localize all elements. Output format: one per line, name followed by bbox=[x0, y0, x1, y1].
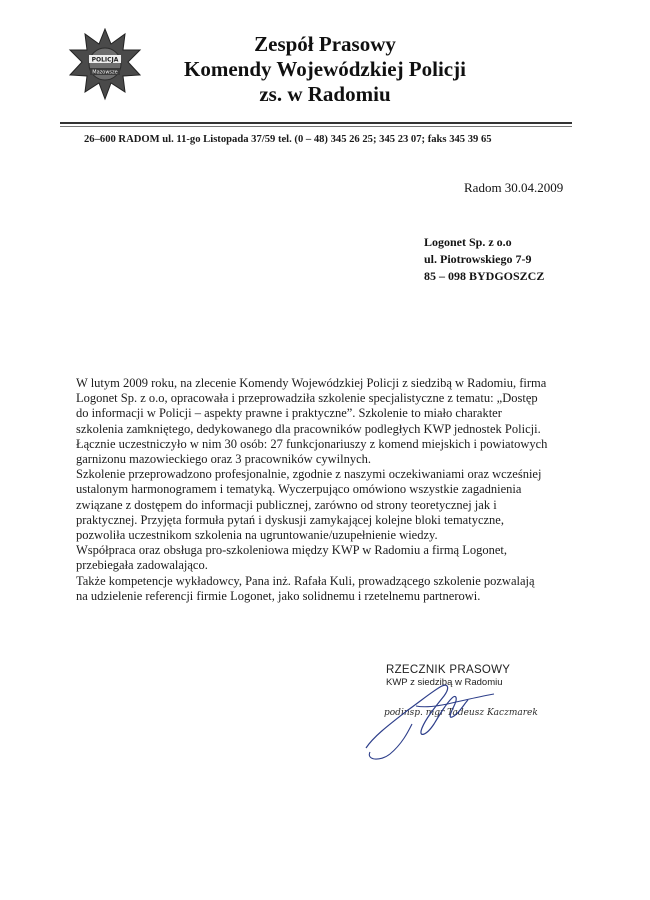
recipient-address bbox=[424, 234, 544, 285]
organization-title bbox=[140, 32, 510, 107]
body-line: przebiegała zadowalająco. bbox=[76, 558, 208, 573]
org-title-line-2: Komendy Wojewódzkiej Policji bbox=[184, 57, 466, 81]
recipient-city: 85 – 098 BYDGOSZCZ bbox=[424, 269, 545, 283]
handwritten-signature bbox=[356, 666, 566, 766]
body-line: Łącznie uczestniczyło w nim 30 osób: 27 funkcjonariuszy z komend miejskich i powiatowych bbox=[76, 436, 548, 451]
body-line: pozwoliła uczestnikom szkolenia na ugruntowanie/uzupełnienie wiedzy. bbox=[76, 528, 438, 543]
body-line: szkolenia zamkniętego, dedykowanego dla pracowników podległych KWP jednostek Policji. bbox=[76, 421, 541, 436]
letter-body bbox=[76, 376, 556, 604]
stamp-subtitle: KWP z siedzibą w Radomiu bbox=[386, 677, 503, 688]
body-line: Szkolenie przeprowadzono profesjonalnie, zgodnie z naszymi oczekiwaniami oraz wcześniej bbox=[76, 467, 542, 482]
badge-top-text: POLICJA bbox=[91, 56, 119, 64]
body-line: praktycznej. Przyjęta formuła pytań i dyskusji zamykającej kolejne bloki tematyczne, bbox=[76, 512, 504, 527]
header-divider bbox=[60, 122, 572, 124]
body-line: do informacji w Policji – aspekty prawne i praktyczne”. Szkolenie to miało charakter bbox=[76, 406, 502, 421]
letter-date: Radom 30.04.2009 bbox=[464, 180, 564, 195]
body-line: W lutym 2009 roku, na zlecenie Komendy Wojewódzkiej Policji z siedzibą w Radomiu, firma bbox=[76, 376, 547, 390]
body-line: związane z dostępem do informacji publicznej, zarówno od strony teoretycznej jak i bbox=[76, 497, 497, 512]
body-line: Współpraca oraz obsługa pro-szkoleniowa między KWP w Radomiu a firmą Logonet, bbox=[76, 543, 508, 558]
org-title-line-3: zs. w Radomiu bbox=[259, 82, 391, 106]
body-line: Logonet Sp. z o.o, opracowała i przeprowadziła szkolenie specjalistyczne z tematu: „Dostęp bbox=[76, 391, 538, 406]
recipient-company: Logonet Sp. z o.o bbox=[424, 235, 512, 249]
police-badge-logo bbox=[68, 28, 142, 102]
stamp-signatory-name: podinsp. mgr Tadeusz Kaczmarek bbox=[384, 708, 538, 718]
body-line: Także kompetencje wykładowcy, Pana inż. Rafała Kuli, prowadzącego szkolenie pozwalają bbox=[76, 573, 535, 588]
recipient-street: ul. Piotrowskiego 7-9 bbox=[424, 252, 532, 266]
body-line: na udzielenie referencji firmie Logonet, jako solidnemu i rzetelnemu partnerowi. bbox=[76, 588, 481, 603]
stamp-title: RZECZNIK PRASOWY bbox=[386, 664, 511, 676]
contact-address: 26–600 RADOM ul. 11-go Listopada 37/59 tel. (0 – 48) 345 26 25; 345 23 07; faks 345 39 65 bbox=[84, 134, 492, 145]
body-line: garnizonu mazowieckiego oraz 3 pracowników cywilnych. bbox=[76, 452, 372, 467]
body-line: ustalonym harmonogramem i tematyką. Wyczerpująco omówiono wszystkie zagadnienia bbox=[76, 482, 522, 497]
header-divider-thin bbox=[60, 126, 572, 127]
badge-bottom-text: Mazowsze bbox=[92, 69, 118, 76]
org-title-line-1: Zespół Prasowy bbox=[254, 32, 396, 56]
